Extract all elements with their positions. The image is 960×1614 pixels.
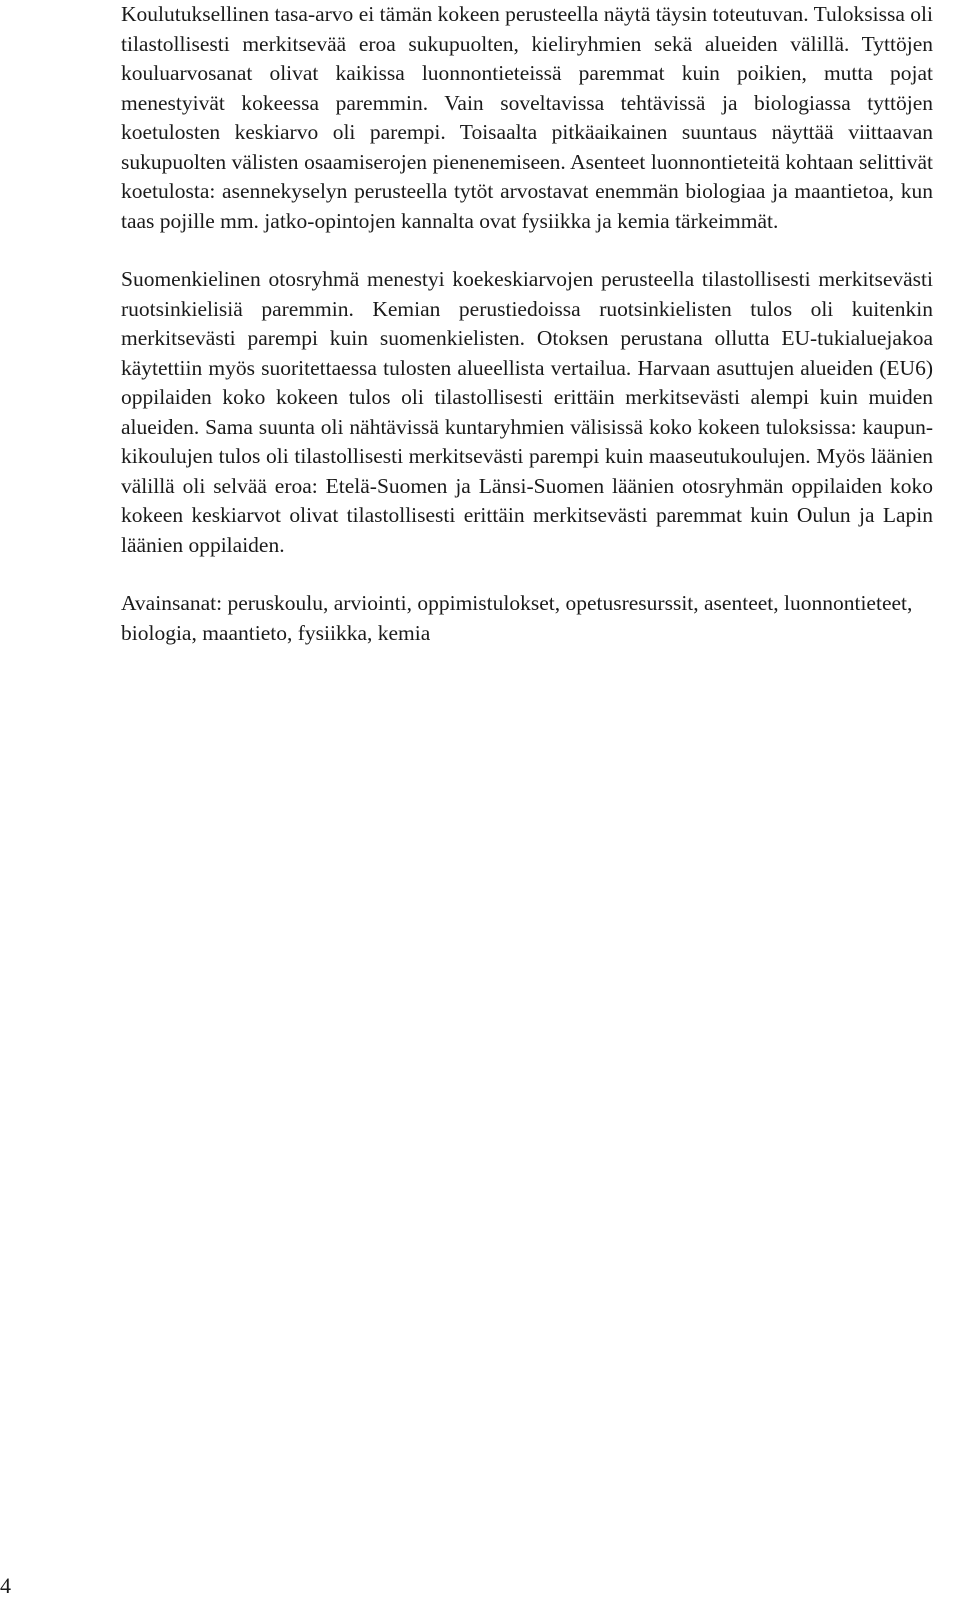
paragraph-keywords: Avainsanat: peruskoulu, arviointi, oppimistulokset, opetusresurssit, asenteet, luonnontieteet, biologia, maantieto, fysiikka, kemia (121, 591, 913, 645)
document-body (121, 0, 933, 648)
page-number: 4 (0, 1573, 11, 1598)
paragraph-language-regional-differences: Suomenkielinen otosryhmä menestyi koekeskiarvojen perusteella tilastollisesti merkitsevästi ruotsinkielisiä paremmin. Kemian perustiedoissa ruotsinkielisten tulos oli kuitenkin merkitsevästi parempi kuin suomenkielisten. Otoksen perustana ollutta EU-tukialuejakoa käytettiin myös suoritettaessa tulosten alueellista vertailua. Harvaan asuttujen alueiden (EU6) oppilaiden koko kokeen tulos oli tilastollisesti erittäin merkitsevästi alempi kuin muiden alueiden. Sama suunta oli nähtävissä kuntaryhmien välisissä koko kokeen tuloksissa: kaupunkikoulujen tulos oli tilastollisesti merkitsevästi parempi kuin maaseutukoulujen. Myös läänien välillä oli selvää eroa: Etelä-Suomen ja Länsi-Suomen läänien otosryhmän oppilaiden koko kokeen keskiarvot olivat tilastollisesti erittäin merkitsevästi paremmat kuin Oulun ja Lapin läänien oppilaiden. (121, 267, 933, 557)
paragraph-gender-equality: Koulutuksellinen tasa-arvo ei tämän kokeen perusteella näytä täysin toteutuvan. Tuloksissa oli tilastollisesti merkitsevää eroa sukupuolten, kieliryhmien sekä alueiden välillä. Tyttöjen kouluarvosanat olivat kaikissa luonnontieteissä paremmat kuin poikien, mutta pojat menestyivät kokeessa paremmin. Vain soveltavissa tehtävissä ja biologiassa tyttöjen koetulosten keskiarvo oli parempi. Toisaalta pitkäaikainen suuntaus näyttää viittaavan sukupuolten välisten osaamiserojen pienenemiseen. Asenteet luonnontieteitä kohtaan selittivät koetulosta: asennekyselyn perusteella tytöt arvostavat enemmän biologiaa ja maantietoa, kun taas pojille mm. jatko-opintojen kannalta ovat fysiikka ja kemia tärkeimmät. (121, 2, 933, 233)
